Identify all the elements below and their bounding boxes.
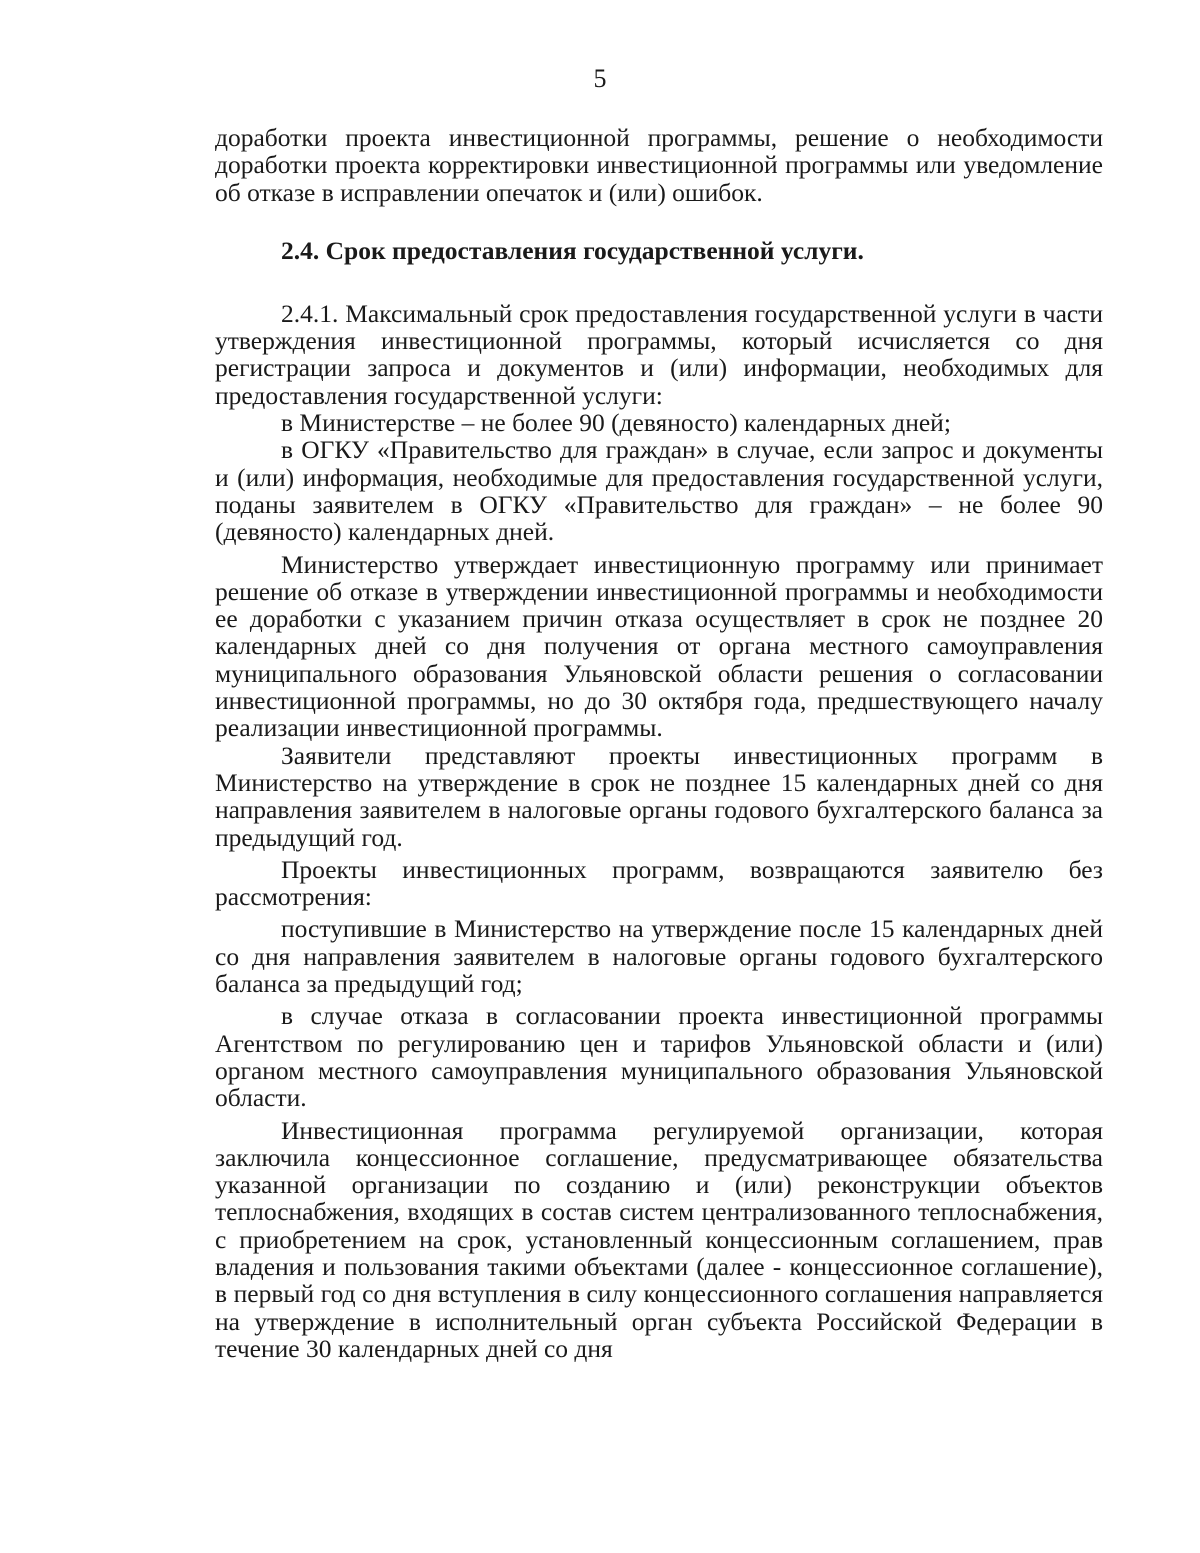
paragraph-ministry-term: в Министерстве – не более 90 (девяносто) календарных дней;: [281, 408, 951, 438]
paragraph-continuation: доработки проекта инвестиционной программы, решение о необходимости доработки проекта корректировки инвестиционной программы или уведомление об отказе в исправлении опечаток и (или) ошибок.: [215, 123, 1103, 207]
document-body: [215, 124, 1103, 1362]
paragraph-ogku-term: в ОГКУ «Правительство для граждан» в случае, если запрос и документы и (или) информация, необходимые для предоставления государственной услуги, поданы заявителем в ОГКУ «Правительство для граждан» – не более 90 (девяносто) календарных дней.: [215, 435, 1103, 547]
paragraph-max-term: 2.4.1. Максимальный срок предоставления государственной услуги в части утверждения инвестиционной программы, который исчисляется со дня регистрации запроса и документов и (или) информации, необходимых для предоставления государственной услуги:: [215, 298, 1103, 410]
paragraph-late-submission: поступившие в Министерство на утверждение после 15 календарных дней со дня направления заявителем в налоговые органы годового бухгалтерского баланса за предыдущий год;: [215, 914, 1103, 999]
section-heading: 2.4. Срок предоставления государственной услуги.: [281, 235, 864, 265]
paragraph-returned-projects: Проекты инвестиционных программ, возвращаются заявителю без рассмотрения:: [215, 854, 1103, 912]
paragraph-concession: Инвестиционная программа регулируемой организации, которая заключила концессионное соглашение, предусматривающее обязательства указанной организации по созданию и (или) реконструкции объектов теплоснабжения, входящих в состав систем централизованного теплоснабжения, с приобретением на срок, установленный концессионным соглашением, прав владения и пользования такими объектами (далее - концессионное соглашение), в первый год со дня вступления в силу концессионного соглашения направляется на утверждение в исполнительный орган субъекта Российской Федерации в течение 30 календарных дней со дня: [215, 1115, 1103, 1363]
paragraph-ministry-approval: Министерство утверждает инвестиционную программу или принимает решение об отказе в утверждении инвестиционной программы и необходимости ее доработки с указанием причин отказа осуществляет в срок не позднее 20 календарных дней со дня получения от органа местного самоуправления муниципального образования Ульяновской области решения о согласовании инвестиционной программы, но до 30 октября года, предшествующего началу реализации инвестиционной программы.: [215, 549, 1103, 743]
paragraph-refusal-case: в случае отказа в согласовании проекта инвестиционной программы Агентством по регулированию цен и тарифов Ульяновской области и (или) органом местного самоуправления муниципального образования Ульяновской области.: [215, 1001, 1103, 1113]
paragraph-applicants: Заявители представляют проекты инвестиционных программ в Министерство на утверждение в срок не позднее 15 календарных дней со дня направления заявителем в налоговые органы годового бухгалтерского баланса за предыдущий год.: [215, 740, 1103, 852]
page-number: 5: [593, 64, 607, 93]
